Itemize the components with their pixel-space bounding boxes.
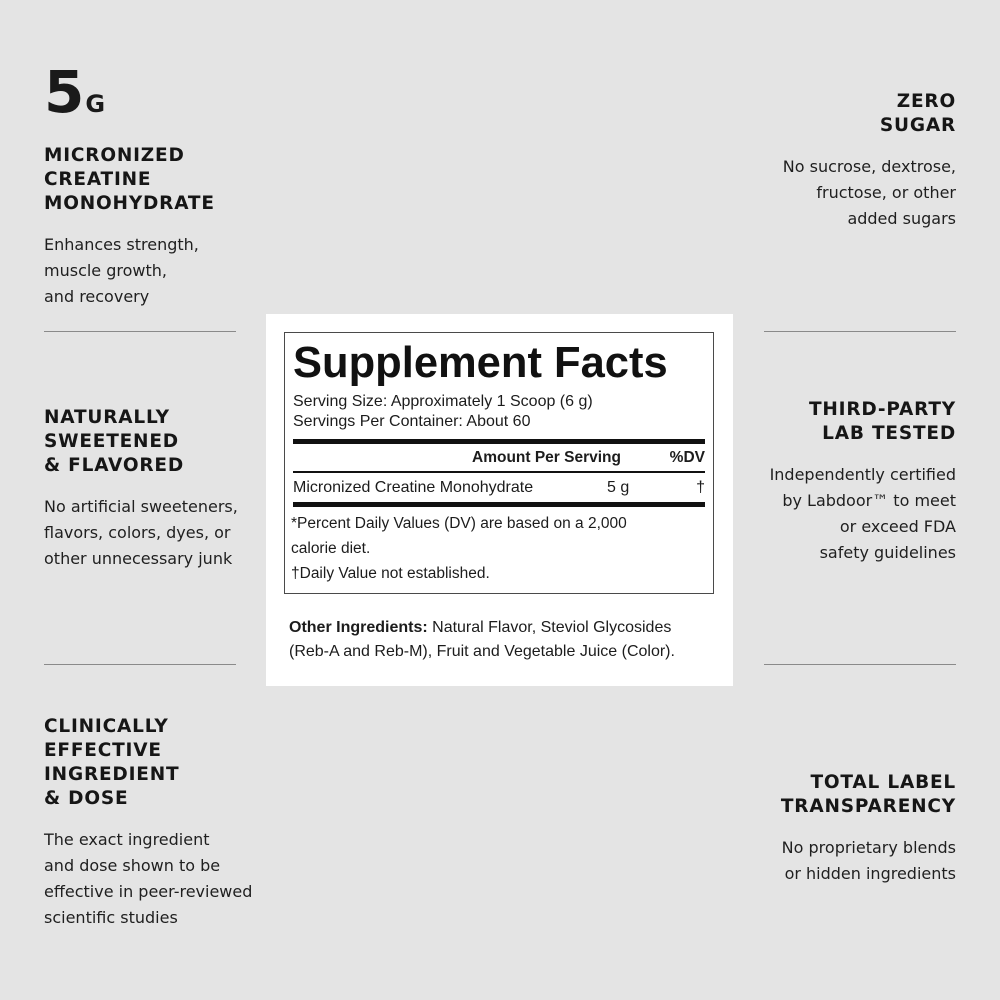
supplement-facts-title: Supplement Facts <box>293 339 668 387</box>
divider <box>44 331 236 332</box>
feature-description: No sucrose, dextrose, fructose, or other added sugars <box>782 157 956 228</box>
serving-size: Serving Size: Approximately 1 Scoop (6 g) <box>293 393 593 410</box>
other-ingredients-text: Natural Flavor, Steviol Glycosides <box>427 619 672 636</box>
footnote-not-established: †Daily Value not established. <box>291 565 490 582</box>
amount-per-serving-header: Amount Per Serving <box>472 449 621 466</box>
other-ingredients-label: Other Ingredients: <box>289 619 428 636</box>
thin-rule <box>293 471 705 473</box>
thick-rule <box>293 502 705 507</box>
footnote-daily-values-cont: calorie diet. <box>291 540 371 557</box>
footnote-daily-values: *Percent Daily Values (DV) are based on a 2,000 <box>291 515 627 532</box>
other-ingredients-text-cont: (Reb-A and Reb-M), Fruit and Vegetable Juice (Color). <box>289 643 675 660</box>
feature-title: MICRONIZED CREATINE MONOHYDRATE <box>44 145 215 214</box>
feature-description: The exact ingredient and dose shown to be effective in peer-reviewed scientific studies <box>44 830 253 927</box>
ingredient-name: Micronized Creatine Monohydrate <box>293 479 534 496</box>
feature-label-transparency <box>716 771 956 887</box>
servings-per-container: Servings Per Container: About 60 <box>293 413 531 430</box>
dose-amount: 5G <box>44 58 106 126</box>
feature-creatine <box>44 58 274 310</box>
divider <box>44 664 236 665</box>
feature-title: CLINICALLY EFFECTIVE INGREDIENT & DOSE <box>44 716 180 809</box>
feature-description: No artificial sweeteners, flavors, colors, dyes, or other unnecessary junk <box>44 497 238 568</box>
feature-naturally-sweetened <box>44 406 274 572</box>
feature-description: Enhances strength, muscle growth, and recovery <box>44 235 199 306</box>
divider <box>764 664 956 665</box>
feature-description: Independently certified by Labdoor™ to meet or exceed FDA safety guidelines <box>769 465 956 562</box>
feature-zero-sugar <box>716 90 956 232</box>
feature-title: ZERO SUGAR <box>879 91 956 136</box>
feature-lab-tested <box>716 398 956 566</box>
other-ingredients <box>289 616 719 664</box>
feature-clinically-effective <box>44 715 274 931</box>
feature-title: THIRD-PARTY LAB TESTED <box>808 399 956 444</box>
feature-description: No proprietary blends or hidden ingredients <box>781 838 956 883</box>
ingredient-dv: † <box>696 479 705 496</box>
supplement-facts-card <box>266 314 733 686</box>
divider <box>764 331 956 332</box>
feature-title: NATURALLY SWEETENED & FLAVORED <box>44 407 185 476</box>
thick-rule <box>293 439 705 444</box>
supplement-facts-panel <box>284 332 714 594</box>
feature-title: TOTAL LABEL TRANSPARENCY <box>780 772 956 817</box>
dv-header: %DV <box>669 449 705 466</box>
ingredient-amount: 5 g <box>607 479 630 496</box>
